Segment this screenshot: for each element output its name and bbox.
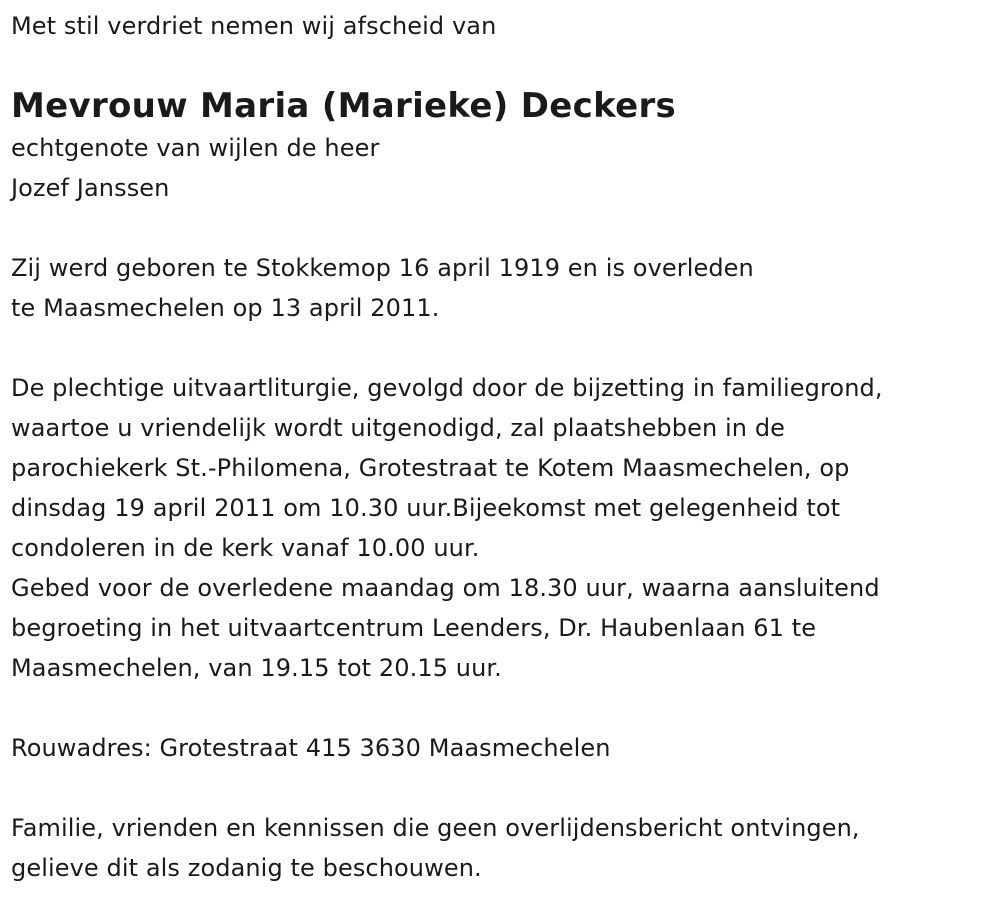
funeral-line: condoleren in de kerk vanaf 10.00 uur. [11, 534, 480, 562]
death-notice [11, 6, 986, 888]
funeral-line: dinsdag 19 april 2011 om 10.30 uur.Bijeekomst met gelegenheid tot [11, 494, 841, 522]
mourning-address: Rouwadres: Grotestraat 415 3630 Maasmechelen [11, 734, 611, 762]
spouse-paragraph [11, 128, 986, 208]
funeral-line: begroeting in het uitvaartcentrum Leenders, Dr. Haubenlaan 61 te [11, 614, 817, 642]
birth-death-line: te Maasmechelen op 13 april 2011. [11, 294, 440, 322]
intro-text: Met stil verdriet nemen wij afscheid van [11, 12, 497, 40]
spouse-line: Jozef Janssen [11, 174, 170, 202]
spacer [11, 768, 986, 808]
birth-death-paragraph [11, 248, 986, 328]
spacer [11, 208, 986, 248]
closing-line: Familie, vrienden en kennissen die geen overlijdensbericht ontvingen, [11, 814, 860, 842]
funeral-line: Gebed voor de overledene maandag om 18.30 uur, waarna aansluitend [11, 574, 880, 602]
funeral-line: waartoe u vriendelijk wordt uitgenodigd, zal plaatshebben in de [11, 414, 786, 442]
funeral-line: parochiekerk St.-Philomena, Grotestraat te Kotem Maasmechelen, op [11, 454, 850, 482]
deceased-name: Mevrouw Maria (Marieke) Deckers [11, 86, 677, 126]
birth-death-line: Zij werd geboren te Stokkemop 16 april 1919 en is overleden [11, 254, 754, 282]
funeral-line: Maasmechelen, van 19.15 tot 20.15 uur. [11, 654, 502, 682]
spacer [11, 688, 986, 728]
spacer [11, 328, 986, 368]
spouse-line: echtgenote van wijlen de heer [11, 134, 380, 162]
funeral-line: De plechtige uitvaartliturgie, gevolgd door de bijzetting in familiegrond, [11, 374, 883, 402]
closing-paragraph [11, 808, 986, 888]
funeral-paragraph [11, 368, 986, 688]
closing-line: gelieve dit als zodanig te beschouwen. [11, 854, 482, 882]
